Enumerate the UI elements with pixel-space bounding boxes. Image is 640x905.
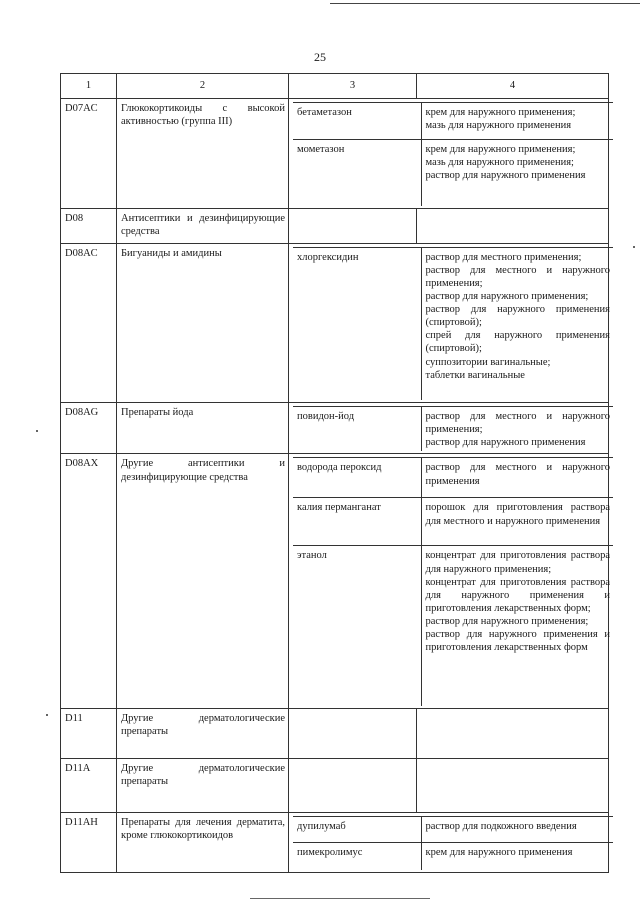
drug-list xyxy=(289,403,609,454)
drug-name: этанол xyxy=(293,546,421,706)
group-name: Антисептики и дезинфицирующие средства xyxy=(117,208,289,243)
dosage-forms-empty xyxy=(417,208,609,243)
drug-name: калия перманганат xyxy=(293,498,421,546)
drug-name-empty xyxy=(289,758,417,812)
table-row xyxy=(61,758,609,812)
dosage-forms: раствор для подкожного введения xyxy=(421,816,613,842)
atc-code: D11 xyxy=(61,708,117,758)
header-col-1: 1 xyxy=(61,74,117,99)
atc-code: D07AC xyxy=(61,99,117,209)
atc-code: D11A xyxy=(61,758,117,812)
drug-row xyxy=(293,842,613,870)
table-row xyxy=(61,403,609,454)
atc-code: D08AC xyxy=(61,243,117,403)
drug-name: хлоргексидин xyxy=(293,247,421,400)
dosage-forms: порошок для приготовления раствора для местного и наружного применения xyxy=(421,498,613,546)
drug-list xyxy=(289,454,609,709)
table-row xyxy=(61,708,609,758)
group-name: Другие антисептики и дезинфицирующие средства xyxy=(117,454,289,709)
drug-name-empty xyxy=(289,208,417,243)
dosage-forms-empty xyxy=(417,758,609,812)
group-name: Бигуаниды и амидины xyxy=(117,243,289,403)
atc-code: D08 xyxy=(61,208,117,243)
drug-name: мометазон xyxy=(293,140,421,206)
drug-name: бетаметазон xyxy=(293,103,421,140)
group-name: Глюкокортикоиды с высокой активностью (группа III) xyxy=(117,99,289,209)
drug-row xyxy=(293,498,613,546)
drug-table xyxy=(60,73,609,873)
header-col-3: 3 xyxy=(289,74,417,99)
dosage-forms: крем для наружного применения xyxy=(421,842,613,870)
drug-list xyxy=(289,812,609,873)
header-col-2: 2 xyxy=(117,74,289,99)
dosage-forms: крем для наружного применения; мазь для наружного применения; раствор для наружного применения xyxy=(421,140,613,206)
group-name: Другие дерматологические препараты xyxy=(117,758,289,812)
dosage-forms: раствор для местного и наружного применения xyxy=(421,458,613,498)
atc-code: D08AG xyxy=(61,403,117,454)
bottom-rule xyxy=(250,898,430,899)
table-row xyxy=(61,243,609,403)
group-name: Препараты для лечения дерматита, кроме глюкокортикоидов xyxy=(117,812,289,873)
dosage-forms: раствор для местного применения; раствор для местного и наружного применения; раствор для наружного применения; раствор для наружного применения (спиртовой); спрей для наружного применения (спиртовой); суппозитории вагинальные; таблетки вагинальные xyxy=(421,247,613,400)
margin-dot xyxy=(36,430,38,432)
atc-code: D11AH xyxy=(61,812,117,873)
drug-name: повидон-йод xyxy=(293,407,421,452)
drug-name-empty xyxy=(289,708,417,758)
drug-row xyxy=(293,247,613,400)
drug-list xyxy=(289,99,609,209)
drug-list xyxy=(289,243,609,403)
group-name: Другие дерматологические препараты xyxy=(117,708,289,758)
margin-dot xyxy=(46,714,48,716)
group-name: Препараты йода xyxy=(117,403,289,454)
dosage-forms-empty xyxy=(417,708,609,758)
drug-row xyxy=(293,140,613,206)
dosage-forms: раствор для местного и наружного применения; раствор для наружного применения xyxy=(421,407,613,452)
table-row xyxy=(61,812,609,873)
drug-row xyxy=(293,458,613,498)
drug-row xyxy=(293,816,613,842)
drug-row xyxy=(293,407,613,452)
header-col-4: 4 xyxy=(417,74,609,99)
drug-name: водорода пероксид xyxy=(293,458,421,498)
table-row xyxy=(61,99,609,209)
drug-name: дупилумаб xyxy=(293,816,421,842)
drug-name: пимекролимус xyxy=(293,842,421,870)
drug-row xyxy=(293,103,613,140)
table-row xyxy=(61,454,609,709)
top-rule xyxy=(330,3,640,4)
table-row xyxy=(61,208,609,243)
atc-code: D08AX xyxy=(61,454,117,709)
dosage-forms: крем для наружного применения; мазь для наружного применения xyxy=(421,103,613,140)
drug-row xyxy=(293,546,613,706)
dosage-forms: концентрат для приготовления раствора для наружного применения; концентрат для приготовления раствора для наружного применения и приготовления лекарственных форм; раствор для наружного применения; раствор для наружного применения и приготовления лекарственных форм xyxy=(421,546,613,706)
margin-dot xyxy=(633,246,635,248)
page-number: 25 xyxy=(314,50,326,64)
header-row xyxy=(61,74,609,99)
